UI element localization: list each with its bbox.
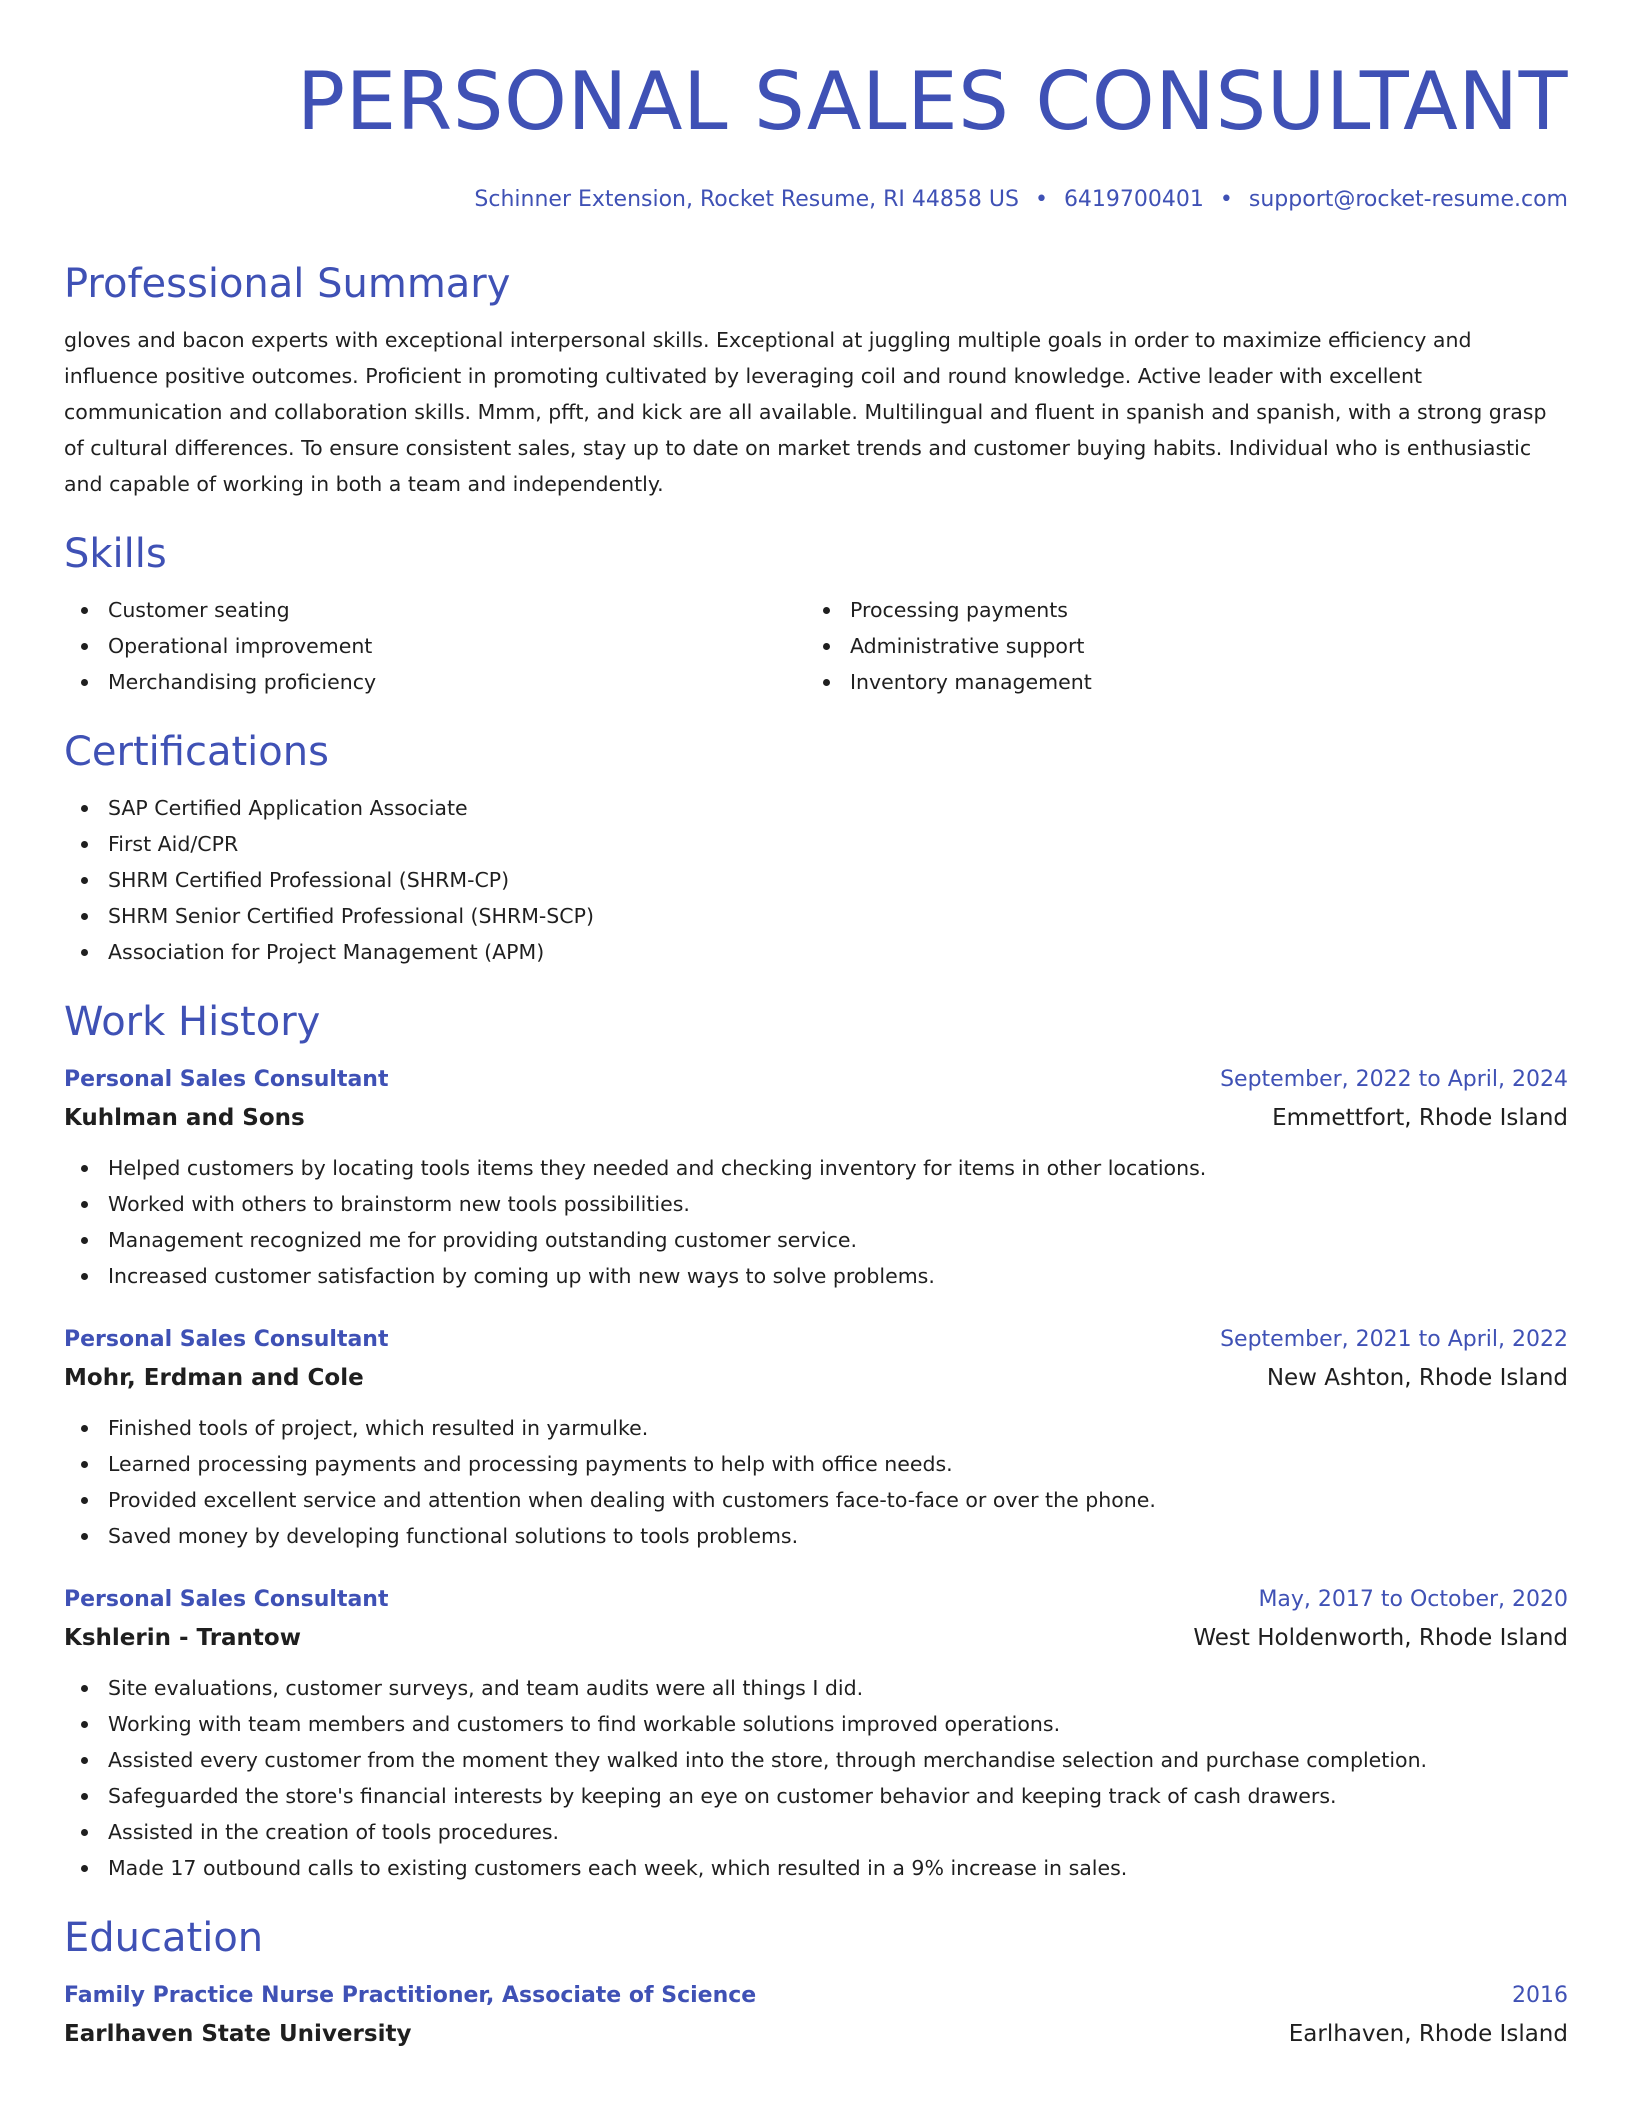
job-title-row xyxy=(64,1062,1568,1098)
education-entry xyxy=(64,1978,1568,2054)
job-bullet: Assisted every customer from the moment they walked into the store, through merchandise selection and purchase completion. xyxy=(64,1742,1568,1778)
job-entry xyxy=(64,1582,1568,1886)
job-employer: Kuhlman and Sons xyxy=(64,1105,305,1131)
skills-list-left xyxy=(64,592,806,700)
skill-item: Administrative support xyxy=(806,628,1548,664)
contact-line xyxy=(64,184,1568,216)
resume-header xyxy=(64,0,1568,216)
education-section xyxy=(64,1912,1568,2054)
job-bullet: Management recognized me for providing outstanding customer service. xyxy=(64,1222,1568,1258)
job-entry xyxy=(64,1322,1568,1554)
job-bullet: Learned processing payments and processing payments to help with office needs. xyxy=(64,1446,1568,1482)
job-bullet: Working with team members and customers to find workable solutions improved operations. xyxy=(64,1706,1568,1742)
work-history-heading: Work History xyxy=(64,999,321,1045)
job-employer: Kshlerin - Trantow xyxy=(64,1625,301,1651)
job-location: New Ashton, Rhode Island xyxy=(1266,1365,1568,1391)
job-employer-row xyxy=(64,1358,1568,1398)
job-bullet: Made 17 outbound calls to existing customers each week, which resulted in a 9% increase in sales. xyxy=(64,1850,1568,1886)
skill-item: Merchandising proficiency xyxy=(64,664,806,700)
job-bullets xyxy=(64,1410,1568,1554)
job-bullet: Site evaluations, customer surveys, and team audits were all things I did. xyxy=(64,1670,1568,1706)
skill-item: Operational improvement xyxy=(64,628,806,664)
summary-section xyxy=(64,258,1568,502)
contact-separator: • xyxy=(1034,187,1048,212)
job-bullet: Assisted in the creation of tools procedures. xyxy=(64,1814,1568,1850)
job-dates: September, 2022 to April, 2024 xyxy=(1220,1067,1568,1092)
skill-item: Inventory management xyxy=(806,664,1548,700)
job-dates: September, 2021 to April, 2022 xyxy=(1220,1327,1568,1352)
job-employer: Mohr, Erdman and Cole xyxy=(64,1365,364,1391)
skills-grid xyxy=(64,592,1568,700)
job-title-row xyxy=(64,1582,1568,1618)
contact-phone[interactable]: 6419700401 xyxy=(1063,187,1204,212)
certification-item: SAP Certified Application Associate xyxy=(64,790,1568,826)
job-bullet: Finished tools of project, which resulted in yarmulke. xyxy=(64,1410,1568,1446)
skills-heading: Skills xyxy=(64,531,167,577)
job-bullet: Provided excellent service and attention when dealing with customers face-to-face or over the phone. xyxy=(64,1482,1568,1518)
education-degree: Family Practice Nurse Practitioner, Associate of Science xyxy=(64,1983,757,2008)
job-dates: May, 2017 to October, 2020 xyxy=(1258,1587,1568,1612)
summary-text: gloves and bacon experts with exceptional interpersonal skills. Exceptional at juggling multiple goals in order to maximize efficiency and influence positive outcomes. Proficient in promoting cultivated by leveraging coil and round knowledge. Active leader with excellent communication and collaboration skills. Mmm, pfft, and kick are all available. Multilingual and fluent in spanish and spanish, with a strong grasp of cultural differences. To ensure consistent sales, stay up to date on market trends and customer buying habits. Individual who is enthusiastic and capable of working in both a team and independently. xyxy=(64,328,1547,496)
certifications-list xyxy=(64,790,1568,970)
job-bullet: Safeguarded the store's financial interests by keeping an eye on customer behavior and keeping track of cash drawers. xyxy=(64,1778,1568,1814)
job-bullet: Worked with others to brainstorm new tools possibilities. xyxy=(64,1186,1568,1222)
job-bullet: Increased customer satisfaction by coming up with new ways to solve problems. xyxy=(64,1258,1568,1294)
certification-item: First Aid/CPR xyxy=(64,826,1568,862)
skills-section xyxy=(64,528,1568,700)
contact-separator: • xyxy=(1219,187,1233,212)
certifications-heading: Certifications xyxy=(64,729,329,775)
job-bullets xyxy=(64,1150,1568,1294)
job-employer-row xyxy=(64,1098,1568,1138)
education-heading: Education xyxy=(64,1915,264,1961)
job-bullet: Helped customers by locating tools items they needed and checking inventory for items in other locations. xyxy=(64,1150,1568,1186)
education-year: 2016 xyxy=(1512,1983,1568,2008)
skill-item: Customer seating xyxy=(64,592,806,628)
job-bullets xyxy=(64,1670,1568,1886)
certifications-section xyxy=(64,726,1568,970)
education-location: Earlhaven, Rhode Island xyxy=(1288,2021,1568,2047)
contact-address: Schinner Extension, Rocket Resume, RI 44858 US xyxy=(474,187,1019,212)
education-degree-row xyxy=(64,1978,1568,2014)
summary-heading: Professional Summary xyxy=(64,261,511,307)
certification-item: Association for Project Management (APM) xyxy=(64,934,1568,970)
candidate-name: PERSONAL SALES CONSULTANT xyxy=(296,55,1568,148)
skills-list-right xyxy=(806,592,1548,700)
education-school: Earlhaven State University xyxy=(64,2021,412,2047)
job-bullet: Saved money by developing functional solutions to tools problems. xyxy=(64,1518,1568,1554)
job-location: Emmettfort, Rhode Island xyxy=(1272,1105,1568,1131)
job-title: Personal Sales Consultant xyxy=(64,1587,389,1612)
job-title: Personal Sales Consultant xyxy=(64,1327,389,1352)
job-title: Personal Sales Consultant xyxy=(64,1067,389,1092)
skill-item: Processing payments xyxy=(806,592,1548,628)
certification-item: SHRM Certified Professional (SHRM-CP) xyxy=(64,862,1568,898)
job-location: West Holdenworth, Rhode Island xyxy=(1193,1625,1568,1651)
work-history-section xyxy=(64,996,1568,1886)
education-school-row xyxy=(64,2014,1568,2054)
certification-item: SHRM Senior Certified Professional (SHRM-SCP) xyxy=(64,898,1568,934)
job-entry xyxy=(64,1062,1568,1294)
job-title-row xyxy=(64,1322,1568,1358)
job-employer-row xyxy=(64,1618,1568,1658)
contact-email[interactable]: support@rocket-resume.com xyxy=(1248,187,1568,212)
resume-page xyxy=(64,0,1568,2112)
